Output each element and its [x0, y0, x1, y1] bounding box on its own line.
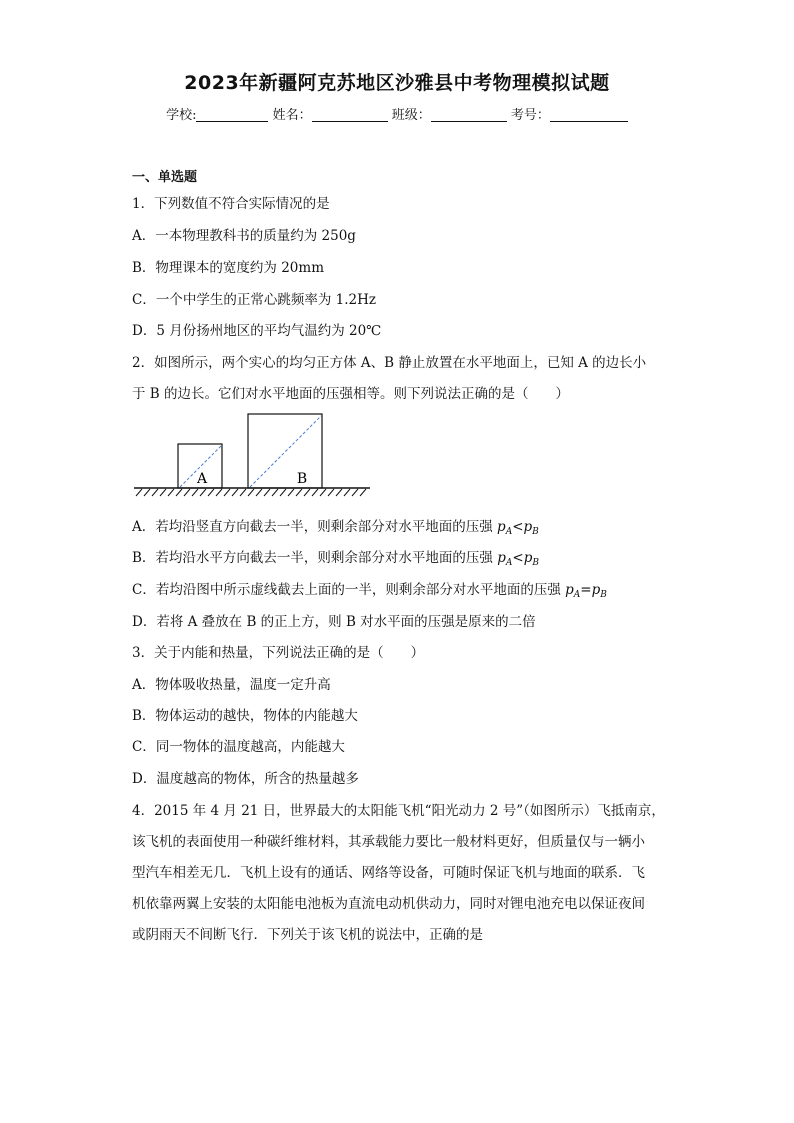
q1-stem: 1．下列数值不符合实际情况的是 [132, 196, 330, 212]
q3-option-b: B．物体运动的越快，物体的内能越大 [132, 708, 358, 724]
q4-line4: 机依靠两翼上安装的太阳能电池板为直流电动机供动力，同时对锂电池充电以保证夜间 [132, 896, 645, 912]
section-single-choice: 一、单选题 [132, 170, 198, 185]
q2-option-c-relation: = [580, 582, 592, 598]
school-blank[interactable] [196, 107, 268, 122]
q3-option-a: A．物体吸收热量，温度一定升高 [132, 677, 331, 693]
q1-option-c: C．一个中学生的正常心跳频率为 1.2Hz [132, 292, 376, 308]
q2-option-b-relation: < [512, 550, 524, 566]
q2-option-c-text: C．若均沿图中所示虚线截去上面的一半，则剩余部分对水平地面的压强 [132, 582, 561, 598]
cubes-figure [132, 406, 372, 498]
q2-option-c-pa: $p_A$ [565, 582, 581, 600]
q2-option-b-text: B．若均沿水平方向截去一半，则剩余部分对水平地面的压强 [132, 550, 493, 566]
q2-option-a-pa: $p_A$ [497, 519, 513, 537]
q1-option-d: D．5 月份扬州地区的平均气温约为 20℃ [132, 323, 382, 339]
q2-stem-line2: 于 B 的边长。它们对水平地面的压强相等。则下列说法正确的是（ ） [132, 386, 570, 402]
id-blank[interactable] [550, 107, 628, 122]
name-blank[interactable] [312, 107, 388, 122]
q1-option-b: B．物理课本的宽度约为 20mm [132, 260, 324, 276]
cube-a-label: A [196, 471, 208, 487]
name-label: 姓名： [272, 108, 312, 123]
class-blank[interactable] [431, 107, 507, 122]
q2-option-c-pb: $p_B$ [591, 582, 607, 600]
cube-b [248, 414, 322, 488]
q4-line2: 该飞机的表面使用一种碳纤维材料，其承载能力要比一般材料更好，但质量仅与一辆小 [132, 834, 645, 850]
q2-option-c [132, 578, 607, 600]
q2-option-b [132, 546, 539, 568]
q2-option-a-relation: < [512, 519, 524, 535]
cube-b-label: B [296, 471, 308, 487]
ground-hatching [136, 489, 366, 496]
q1-option-a: A．一本物理教科书的质量约为 250g [132, 228, 356, 244]
cube-b-diagonal [250, 416, 321, 487]
id-label: 考号： [510, 108, 550, 123]
q2-option-a [132, 515, 539, 537]
student-info-line [0, 104, 794, 123]
q2-option-b-pa: $p_A$ [497, 550, 513, 568]
q4-line3: 型汽车相差无几．飞机上设有的通话、网络等设备，可随时保证飞机与地面的联系．飞 [132, 865, 645, 881]
q4-line1: 4．2015 年 4 月 21 日，世界最大的太阳能飞机“阳光动力 2 号”（如图所示）飞抵南京， [132, 803, 665, 819]
q2-option-a-text: A．若均沿竖直方向截去一半，则剩余部分对水平地面的压强 [132, 519, 493, 535]
q2-option-a-pb: $p_B$ [523, 519, 539, 537]
q4-line5: 或阴雨天不间断飞行．下列关于该飞机的说法中，正确的是 [132, 927, 483, 943]
q3-option-d: D．温度越高的物体，所含的热量越多 [132, 771, 359, 787]
school-label: 学校: [166, 108, 197, 123]
q2-option-b-pb: $p_B$ [523, 550, 539, 568]
q2-stem-line1: 2．如图所示，两个实心的均匀正方体 A、B 静止放置在水平地面上，已知 A 的边长小 [132, 355, 647, 371]
class-label: 班级： [391, 108, 431, 123]
q3-option-c: C．同一物体的温度越高，内能越大 [132, 739, 345, 755]
q3-stem: 3．关于内能和热量，下列说法正确的是（ ） [132, 645, 425, 661]
q2-option-d: D．若将 A 叠放在 B 的正上方，则 B 对水平面的压强是原来的二倍 [132, 614, 536, 630]
exam-title: 2023年新疆阿克苏地区沙雅县中考物理模拟试题 [184, 72, 610, 94]
